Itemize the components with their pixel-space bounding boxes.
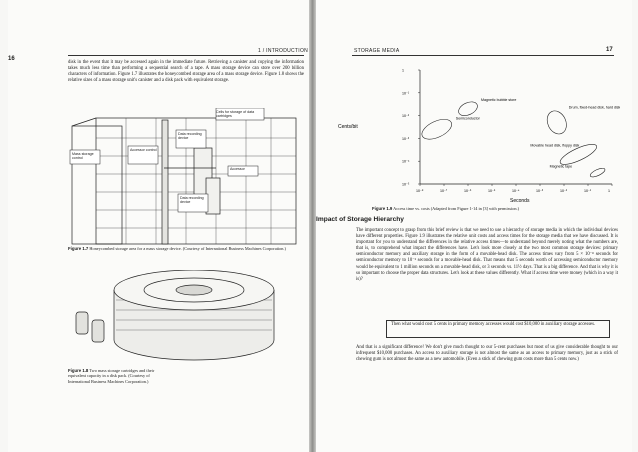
data-region-2 <box>419 115 455 143</box>
x-tick-label: 10⁻⁴ <box>512 189 520 193</box>
data-region-label: Semiconductor <box>455 116 480 121</box>
right-paragraph-2: And that is a significant difference! We don't give much thought to our 5-cent purchases but most of us give considerable thought to our infrequent $10,000 purchases. An access to auxiliary storage is not almost the same as an access to primary memory, just as a stick of chewing gum is not almost the same as a new automobile. (Even a stick of chewing gum costs more than 5 cents now.) <box>356 345 618 363</box>
book-gutter <box>309 0 316 452</box>
figure-1-9-caption <box>372 206 620 211</box>
x-tick-label: 10⁻⁷ <box>440 189 448 193</box>
data-region-label: Movable head disk, floppy disk <box>530 143 580 148</box>
x-tick-label: 10⁻¹ <box>584 189 592 193</box>
figure-1-9-number: Figure 1.9 <box>372 206 393 211</box>
figure-1-8-number: Figure 1.8 <box>68 368 89 373</box>
figure-1-8-caption <box>68 368 166 384</box>
right-page <box>316 0 632 452</box>
x-tick-label: 10⁻⁸ <box>416 189 424 193</box>
x-tick-label: 10⁻⁵ <box>488 189 496 193</box>
y-tick-label: 10⁻⁵ <box>402 182 410 187</box>
label-accessor-control: Accessor control <box>130 148 157 152</box>
left-running-head: 1 / INTRODUCTION <box>258 48 309 54</box>
data-region-3 <box>544 108 570 137</box>
left-paragraph: disk in the event that it may be accessed again in the immediate future. Retrieving a canister and copying the information takes much less time than performing a sequential search of a tape. A mass storage device can store over 200 billion characters of information. Figure 1.7 illustrates the honeycombed storage area of a mass storage device. Figure 1.8 shows the relative sizes of a mass storage unit's canister and a disk pack with equivalent storage. <box>68 60 304 84</box>
right-running-head: STORAGE MEDIA <box>354 48 400 54</box>
x-tick-label: 10⁻³ <box>536 189 544 193</box>
label-data-recording-device-bottom: Data recording device <box>180 196 204 205</box>
label-mass-storage-control: Mass storage control <box>72 152 94 161</box>
boxed-quote <box>386 320 610 338</box>
x-tick-label: 10⁻² <box>560 189 568 193</box>
figure-1-8-text: Two mass storage cartridges and their equivalent capacity in a disk pack. (Courtesy of International Business Machines Corporation.) <box>68 368 155 384</box>
y-tick-label: 10⁻² <box>402 114 410 119</box>
figure-1-7-number: Figure 1.7 <box>68 246 89 251</box>
y-tick-label: 10⁻³ <box>402 136 410 141</box>
figure-1-7-illustration <box>66 108 306 246</box>
figure-1-9-chart <box>320 58 620 208</box>
figure-1-9-text: Access time vs. costs (Adapted from Figure 1-14 in [3] with permission.) <box>393 206 520 211</box>
y-tick-label: 1 <box>402 68 404 73</box>
left-page <box>8 0 310 452</box>
figure-1-8-illustration <box>66 270 302 368</box>
y-tick-label: 10⁻¹ <box>402 91 410 96</box>
label-cells-storage: Cells for storage of data cartridges <box>216 110 255 119</box>
right-page-number: 17 <box>606 47 613 53</box>
left-page-number: 16 <box>8 56 15 62</box>
figure-1-7-text: Honeycombed storage area for a mass storage device. (Courtesy of International Business Machines Corporation.) <box>89 246 286 251</box>
data-region-label: Magnetic bubble store <box>481 97 517 102</box>
left-head-rule <box>68 55 304 56</box>
chart-x-axis-label: Seconds <box>510 198 530 204</box>
x-tick-label: 10⁻⁶ <box>464 189 472 193</box>
right-head-rule <box>352 55 614 56</box>
data-region-label: Magnetic tape <box>549 164 573 169</box>
data-region-5 <box>589 167 606 179</box>
y-tick-label: 10⁻⁴ <box>402 159 410 164</box>
label-accessor: Accessor <box>230 167 245 171</box>
figure-1-7-caption <box>68 246 304 251</box>
chart-y-axis-label: Cents/bit <box>338 124 358 130</box>
data-region-label: Drum, fixed-head disk, hard disk <box>568 105 620 110</box>
label-data-recording-device-top: Data recording device <box>178 132 202 141</box>
boxed-quote-text: Then what would cost 5 cents in primary memory accesses would cost $10,000 in auxiliary storage accesses. <box>391 322 596 327</box>
right-paragraph-1: The important concept to grasp from this brief review is that we need to use a hierarchy of storage media in which the individual devices have different properties. Figure 1.9 illustrates the relative unit costs and access times for the storage media that we have discussed. It is important for you to understand the differences in the relative access times—to understand beyond merely noting what the numbers are, that is, to comprehend what impact the differences have. Let's look more closely at the two most common storage devices: primary semiconductor memory and auxiliary storage in the form of a movable-head disk. The access times vary from 5 × 10⁻⁸ seconds for semiconductor memory to 10⁻² seconds for a movable-head disk. That means that 5 seconds worth of accessing semiconductor memory would be equivalent to 1 million seconds on a movable-head disk, or 3 seconds vs. 11½ days. That is a big difference. And that is why it is so important to choose the proper data structures. Let's look at these values differently. What if access time were money (which in a way it is)? <box>356 228 618 282</box>
x-tick-label: 1 <box>608 189 610 193</box>
section-heading: Impact of Storage Hierarchy <box>316 216 404 223</box>
